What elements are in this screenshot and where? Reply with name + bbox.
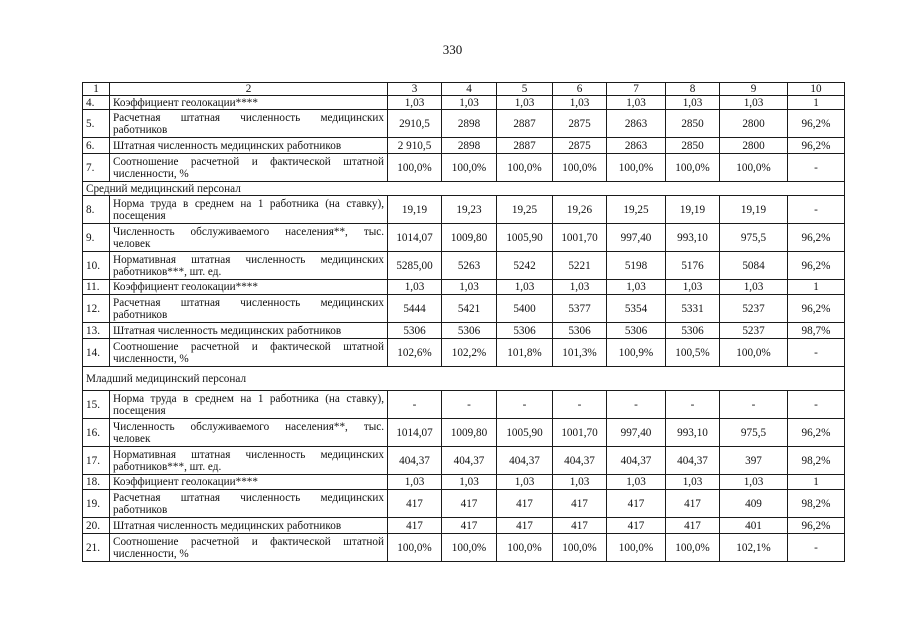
- value-cell: 5237: [720, 295, 788, 323]
- value-cell: 1,03: [666, 475, 720, 490]
- table-row: [83, 447, 845, 475]
- value-cell: 404,37: [388, 447, 442, 475]
- value-cell: 409: [720, 490, 788, 518]
- value-cell: 404,37: [607, 447, 666, 475]
- row-number: 21.: [83, 534, 110, 562]
- value-cell: 404,37: [666, 447, 720, 475]
- value-cell: 96,2%: [788, 252, 845, 280]
- table-row: [83, 534, 845, 562]
- value-cell: 1014,07: [388, 224, 442, 252]
- header-cell: 4: [442, 83, 497, 96]
- value-cell: 19,19: [388, 196, 442, 224]
- value-cell: 1,03: [607, 280, 666, 295]
- value-cell: 1,03: [442, 96, 497, 110]
- value-cell: 100,9%: [607, 339, 666, 367]
- row-number: 11.: [83, 280, 110, 295]
- value-cell: 5306: [497, 323, 553, 339]
- value-cell: -: [442, 391, 497, 419]
- value-cell: 98,2%: [788, 490, 845, 518]
- value-cell: 1,03: [553, 280, 607, 295]
- value-cell: 2800: [720, 110, 788, 138]
- value-cell: 19,26: [553, 196, 607, 224]
- table-row: [83, 138, 845, 154]
- row-number: 15.: [83, 391, 110, 419]
- value-cell: 417: [607, 490, 666, 518]
- value-cell: 2875: [553, 110, 607, 138]
- value-cell: 1014,07: [388, 419, 442, 447]
- value-cell: 5331: [666, 295, 720, 323]
- value-cell: 1,03: [607, 475, 666, 490]
- value-cell: 100,0%: [388, 534, 442, 562]
- row-description: Норма труда в среднем на 1 работника (на ставку), посещения: [110, 196, 388, 224]
- table-row: [83, 419, 845, 447]
- value-cell: 2850: [666, 138, 720, 154]
- value-cell: 100,0%: [553, 154, 607, 182]
- value-cell: 417: [388, 490, 442, 518]
- value-cell: 2898: [442, 138, 497, 154]
- value-cell: 98,7%: [788, 323, 845, 339]
- value-cell: 5306: [607, 323, 666, 339]
- value-cell: 100,5%: [666, 339, 720, 367]
- row-description: Норма труда в среднем на 1 работника (на ставку), посещения: [110, 391, 388, 419]
- value-cell: 2863: [607, 138, 666, 154]
- value-cell: 417: [607, 518, 666, 534]
- value-cell: 417: [666, 518, 720, 534]
- value-cell: 417: [553, 518, 607, 534]
- row-description: Соотношение расчетной и фактической штатной численности, %: [110, 339, 388, 367]
- value-cell: 417: [442, 490, 497, 518]
- header-cell: 5: [497, 83, 553, 96]
- row-number: 17.: [83, 447, 110, 475]
- value-cell: 2910,5: [388, 110, 442, 138]
- value-cell: 5306: [666, 323, 720, 339]
- row-number: 20.: [83, 518, 110, 534]
- value-cell: 5221: [553, 252, 607, 280]
- value-cell: 2898: [442, 110, 497, 138]
- header-cell: 7: [607, 83, 666, 96]
- value-cell: 417: [666, 490, 720, 518]
- table-row: [83, 154, 845, 182]
- value-cell: 1005,90: [497, 419, 553, 447]
- value-cell: 101,3%: [553, 339, 607, 367]
- value-cell: 5242: [497, 252, 553, 280]
- row-number: 12.: [83, 295, 110, 323]
- value-cell: 1,03: [553, 96, 607, 110]
- value-cell: 1,03: [720, 280, 788, 295]
- value-cell: 2875: [553, 138, 607, 154]
- value-cell: 397: [720, 447, 788, 475]
- value-cell: -: [388, 391, 442, 419]
- value-cell: 417: [553, 490, 607, 518]
- row-description: Нормативная штатная численность медицинских работников***, шт. ед.: [110, 447, 388, 475]
- value-cell: 5237: [720, 323, 788, 339]
- header-row: [83, 83, 845, 96]
- value-cell: 96,2%: [788, 518, 845, 534]
- value-cell: 5285,00: [388, 252, 442, 280]
- row-description: Штатная численность медицинских работников: [110, 323, 388, 339]
- header-cell: 1: [83, 83, 110, 96]
- value-cell: 5084: [720, 252, 788, 280]
- section-row: [83, 367, 845, 391]
- table-row: [83, 280, 845, 295]
- value-cell: 993,10: [666, 419, 720, 447]
- header-cell: 3: [388, 83, 442, 96]
- value-cell: 5421: [442, 295, 497, 323]
- value-cell: 401: [720, 518, 788, 534]
- value-cell: 404,37: [497, 447, 553, 475]
- value-cell: 19,23: [442, 196, 497, 224]
- value-cell: 2863: [607, 110, 666, 138]
- value-cell: 1: [788, 475, 845, 490]
- value-cell: 1,03: [666, 280, 720, 295]
- value-cell: -: [720, 391, 788, 419]
- table-row: [83, 490, 845, 518]
- row-description: Соотношение расчетной и фактической штатной численности, %: [110, 534, 388, 562]
- value-cell: -: [788, 154, 845, 182]
- value-cell: 100,0%: [442, 534, 497, 562]
- header-cell: 9: [720, 83, 788, 96]
- value-cell: 19,19: [720, 196, 788, 224]
- row-description: Соотношение расчетной и фактической штатной численности, %: [110, 154, 388, 182]
- value-cell: 1,03: [720, 475, 788, 490]
- table-row: [83, 323, 845, 339]
- value-cell: 1,03: [720, 96, 788, 110]
- value-cell: 5400: [497, 295, 553, 323]
- value-cell: 5306: [442, 323, 497, 339]
- row-description: Нормативная штатная численность медицинских работников***, шт. ед.: [110, 252, 388, 280]
- value-cell: 417: [442, 518, 497, 534]
- value-cell: 100,0%: [607, 534, 666, 562]
- row-number: 5.: [83, 110, 110, 138]
- row-description: Расчетная штатная численность медицинских работников: [110, 490, 388, 518]
- value-cell: 100,0%: [388, 154, 442, 182]
- row-number: 4.: [83, 96, 110, 110]
- row-number: 8.: [83, 196, 110, 224]
- value-cell: 100,0%: [607, 154, 666, 182]
- row-number: 7.: [83, 154, 110, 182]
- value-cell: 100,0%: [666, 154, 720, 182]
- row-number: 13.: [83, 323, 110, 339]
- value-cell: 417: [388, 518, 442, 534]
- value-cell: 100,0%: [497, 154, 553, 182]
- value-cell: 5377: [553, 295, 607, 323]
- value-cell: -: [788, 196, 845, 224]
- value-cell: 19,19: [666, 196, 720, 224]
- value-cell: -: [788, 391, 845, 419]
- value-cell: 102,6%: [388, 339, 442, 367]
- row-number: 16.: [83, 419, 110, 447]
- value-cell: -: [553, 391, 607, 419]
- value-cell: 5306: [388, 323, 442, 339]
- value-cell: 417: [497, 518, 553, 534]
- value-cell: 1,03: [442, 280, 497, 295]
- table-row: [83, 295, 845, 323]
- value-cell: -: [497, 391, 553, 419]
- row-description: Штатная численность медицинских работников: [110, 518, 388, 534]
- value-cell: 1,03: [497, 96, 553, 110]
- value-cell: 96,2%: [788, 419, 845, 447]
- table-row: [83, 224, 845, 252]
- value-cell: 100,0%: [666, 534, 720, 562]
- value-cell: 2 910,5: [388, 138, 442, 154]
- value-cell: 5198: [607, 252, 666, 280]
- value-cell: -: [607, 391, 666, 419]
- value-cell: 100,0%: [553, 534, 607, 562]
- table-row: [83, 252, 845, 280]
- value-cell: 5263: [442, 252, 497, 280]
- value-cell: 101,8%: [497, 339, 553, 367]
- header-cell: 2: [110, 83, 388, 96]
- value-cell: 975,5: [720, 419, 788, 447]
- table-row: [83, 518, 845, 534]
- table-body: [83, 83, 845, 562]
- value-cell: 1,03: [388, 280, 442, 295]
- value-cell: 1,03: [388, 475, 442, 490]
- value-cell: 96,2%: [788, 224, 845, 252]
- value-cell: 98,2%: [788, 447, 845, 475]
- value-cell: 5176: [666, 252, 720, 280]
- table-row: [83, 339, 845, 367]
- section-row: [83, 182, 845, 196]
- value-cell: -: [788, 339, 845, 367]
- staffing-table: [82, 82, 845, 562]
- header-cell: 6: [553, 83, 607, 96]
- value-cell: 1001,70: [553, 224, 607, 252]
- value-cell: 1005,90: [497, 224, 553, 252]
- table-row: [83, 96, 845, 110]
- value-cell: 997,40: [607, 419, 666, 447]
- row-description: Штатная численность медицинских работников: [110, 138, 388, 154]
- value-cell: 2887: [497, 138, 553, 154]
- value-cell: 1: [788, 280, 845, 295]
- value-cell: 975,5: [720, 224, 788, 252]
- value-cell: 1,03: [442, 475, 497, 490]
- row-number: 19.: [83, 490, 110, 518]
- value-cell: 96,2%: [788, 138, 845, 154]
- table-row: [83, 110, 845, 138]
- value-cell: 5354: [607, 295, 666, 323]
- value-cell: 5444: [388, 295, 442, 323]
- value-cell: 2850: [666, 110, 720, 138]
- table-row: [83, 391, 845, 419]
- value-cell: 96,2%: [788, 110, 845, 138]
- value-cell: 1,03: [607, 96, 666, 110]
- value-cell: 100,0%: [442, 154, 497, 182]
- value-cell: -: [666, 391, 720, 419]
- value-cell: 96,2%: [788, 295, 845, 323]
- table-row: [83, 475, 845, 490]
- value-cell: 19,25: [497, 196, 553, 224]
- value-cell: 1,03: [553, 475, 607, 490]
- row-description: Коэффициент геолокации****: [110, 475, 388, 490]
- row-description: Коэффициент геолокации****: [110, 280, 388, 295]
- row-number: 9.: [83, 224, 110, 252]
- row-description: Расчетная штатная численность медицинских работников: [110, 110, 388, 138]
- value-cell: 100,0%: [720, 339, 788, 367]
- value-cell: 417: [497, 490, 553, 518]
- row-number: 14.: [83, 339, 110, 367]
- section-title: Средний медицинский персонал: [83, 182, 845, 196]
- value-cell: 1,03: [497, 280, 553, 295]
- row-number: 18.: [83, 475, 110, 490]
- value-cell: 100,0%: [720, 154, 788, 182]
- row-number: 6.: [83, 138, 110, 154]
- row-description: Коэффициент геолокации****: [110, 96, 388, 110]
- row-description: Численность обслуживаемого населения**, тыс. человек: [110, 224, 388, 252]
- value-cell: 993,10: [666, 224, 720, 252]
- value-cell: 2887: [497, 110, 553, 138]
- row-description: Численность обслуживаемого населения**, тыс. человек: [110, 419, 388, 447]
- page-number: 330: [442, 42, 463, 57]
- section-title: Младший медицинский персонал: [83, 367, 845, 391]
- value-cell: 404,37: [553, 447, 607, 475]
- header-cell: 10: [788, 83, 845, 96]
- value-cell: 1,03: [388, 96, 442, 110]
- value-cell: 102,1%: [720, 534, 788, 562]
- value-cell: 1,03: [497, 475, 553, 490]
- value-cell: 2800: [720, 138, 788, 154]
- value-cell: 19,25: [607, 196, 666, 224]
- value-cell: 404,37: [442, 447, 497, 475]
- value-cell: 100,0%: [497, 534, 553, 562]
- table-row: [83, 196, 845, 224]
- value-cell: 997,40: [607, 224, 666, 252]
- value-cell: 1009,80: [442, 224, 497, 252]
- value-cell: 1: [788, 96, 845, 110]
- value-cell: -: [788, 534, 845, 562]
- row-description: Расчетная штатная численность медицинских работников: [110, 295, 388, 323]
- value-cell: 1009,80: [442, 419, 497, 447]
- row-number: 10.: [83, 252, 110, 280]
- value-cell: 1001,70: [553, 419, 607, 447]
- value-cell: 1,03: [666, 96, 720, 110]
- header-cell: 8: [666, 83, 720, 96]
- value-cell: 102,2%: [442, 339, 497, 367]
- value-cell: 5306: [553, 323, 607, 339]
